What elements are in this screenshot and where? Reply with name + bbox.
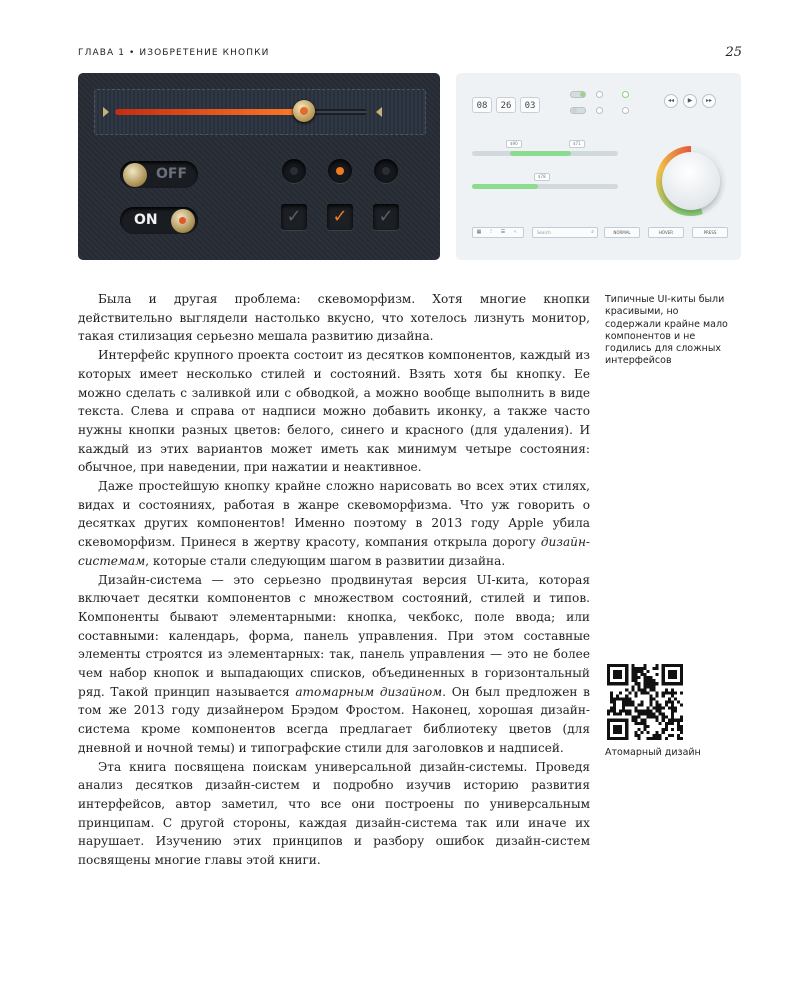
mini-radio [596,107,603,114]
mini-radio [596,91,603,98]
light-ui-kit-figure [456,73,741,260]
denim-slider-panel [94,89,426,135]
search-field [532,227,598,238]
back-icon: ‹ [514,229,516,235]
toggle-on [120,207,198,234]
clock-digit: 03 [520,97,540,113]
slider-tag: $90 [506,140,522,148]
check-icon: ✓ [286,206,302,227]
clock-digit: 26 [496,97,516,113]
slider-left-arrow-icon [103,107,109,117]
mini-radio [622,91,629,98]
qr-code[interactable] [607,664,683,740]
running-head: ГЛАВА 1 • ИЗОБРЕТЕНИЕ КНОПКИ [78,48,270,58]
slider-tag: $71 [569,140,585,148]
play-icon: ▶ [683,94,697,108]
radio-button [374,159,398,183]
checkbox [327,204,353,230]
page-number: 25 [725,45,742,60]
slider-right-arrow-icon [376,107,382,117]
press-button: PRESS [692,227,728,238]
next-icon: ▸▸ [702,94,716,108]
light-slider-fill [472,184,538,189]
dark-ui-kit-figure [78,73,440,260]
grid-icon: ▦ [476,229,482,235]
check-icon: ✓ [378,206,394,227]
dark-slider-fill [115,109,304,115]
normal-button: NORMAL [604,227,640,238]
checkbox [373,204,399,230]
toggle-off-label: OFF [156,166,188,182]
radio-dot [336,167,344,175]
radio-button [328,159,352,183]
light-slider-fill [510,151,571,156]
mini-radio [622,107,629,114]
emphasis: атомарным дизайном [295,684,443,699]
light-slider-track [472,184,618,189]
paragraph: Эта книга посвящена поискам универсальной дизайн-системы. Проведя анализ десятков дизайн-систем и подробно изучив историю развития интерфейсов, автор заметил, что все они построены по универсальным принципам. С другой стороны, каждая дизайн-система так или иначе их нарушает. Изучению этих принципов и разбору ошибок дизайн-систем посвящены многие главы этой книги. [78,759,590,868]
view-toolbar [472,227,524,238]
toggle-on-label: ON [134,212,158,228]
search-placeholder: Search [537,230,551,235]
check-icon: ✓ [332,206,348,227]
radio-dot [290,167,298,175]
mini-switch [570,91,586,98]
clock-digit: 08 [472,97,492,113]
margin-note: Типичные UI-киты были красивыми, но содержали крайне мало компонентов и не годились для сложных интерфейсов [605,294,728,367]
emphasis: дизайн-системам [78,535,590,568]
paragraph: Интерфейс крупного проекта состоит из десятков компонентов, каждый из которых имеет несколько стилей и состояний. Взять хотя бы кнопку. Ее можно сделать с заливкой или с обводкой, а можно вообще выполнить в виде текста. Слева и справа от надписи можно добавить иконку, а также часто нужны кнопки разных цветов: белого, синего и красного (для удаления). И каждый из этих вариантов может иметь как минимум четыре состояния: обычное, при наведении, при нажатии и неактивное. [78,348,590,475]
columns-icon: ⁝ [490,229,492,235]
radio-dot [382,167,390,175]
light-slider-track [472,151,618,156]
dial-knob [656,146,726,216]
paragraph: Дизайн-система — это серьезно продвинутая версия UI-кита, которая включает десятки компонентов с множеством состояний, стилей и типов. Компоненты бывают элементарными: кнопка, чекбокс, поле ввода; или составными: календарь, форма, панель управления. При этом составные элементы строятся из элементарных: так, панель управления — это не более чем набор кнопок и выпадающих списков, объединенных в горизонтальный ряд. Такой принцип называется атомарным дизайном. Он был предложен в том же 2013 году дизайнером Брэдом Фростом. Наконец, хорошая дизайн-система кроме компонентов всегда предлагает библиотеку цветов (для дневной и ночной темы) и типографские стили для заголовков и надписей. [78,572,590,755]
slider-tag: $78 [534,173,550,181]
radio-button [282,159,306,183]
previous-icon: ◂◂ [664,94,678,108]
toggle-off [120,161,198,188]
paragraph: Была и другая проблема: скевоморфизм. Хотя многие кнопки действительно выглядели настолько вкусно, что хотелось лизнуть монитор, такая стилизация серьезно мешала развитию дизайна. [78,292,590,344]
hover-button: HOVER [648,227,684,238]
body-text [78,290,590,870]
toggle-knob [123,163,147,187]
toggle-knob [171,209,195,233]
dark-slider-track [115,109,367,115]
qr-caption: Атомарный дизайн [605,747,701,758]
page-header [78,45,742,64]
paragraph: Даже простейшую кнопку крайне сложно нарисовать во всех этих стилях, видах и состояниях, работая в жанре скевоморфизма. Что уж говорить о десятках других компонентов! Именно поэтому в 2013 году Apple убила скевоморфизм. Принеся в жертву красоту, компания открыла дорогу дизайн-системам, которые стали следующим шагом в развитии дизайна. [78,479,590,568]
list-icon: ☰ [500,229,506,235]
search-icon: ⌕ [591,229,594,235]
mini-switch [570,107,586,114]
dark-slider-knob [293,100,315,122]
checkbox [281,204,307,230]
